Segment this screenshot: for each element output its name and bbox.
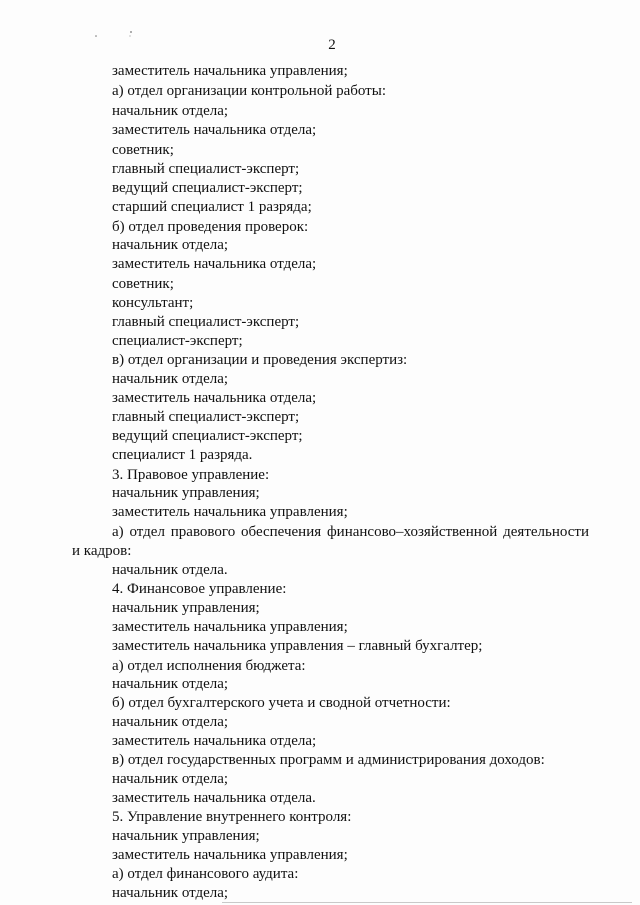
- text-line: а) отдел организации контрольной работы:: [112, 83, 386, 99]
- text-line: специалист 1 разряда.: [112, 447, 253, 463]
- text-line: начальник управления;: [112, 828, 260, 844]
- text-line: заместитель начальника отдела.: [112, 790, 316, 806]
- text-line: советник;: [112, 276, 174, 292]
- page-number: 2: [328, 37, 336, 53]
- text-line: а) отдел исполнения бюджета:: [112, 658, 306, 674]
- text-line: заместитель начальника управления;: [112, 504, 348, 520]
- text-line: б) отдел бухгалтерского учета и сводной отчетности:: [112, 695, 451, 711]
- text-line: б) отдел проведения проверок:: [112, 219, 309, 235]
- text-line: специалист-эксперт;: [112, 333, 243, 349]
- text-line: заместитель начальника управления – главный бухгалтер;: [112, 638, 483, 654]
- text-line: 3. Правовое управление:: [112, 467, 270, 483]
- text-line: заместитель начальника отдела;: [112, 256, 317, 272]
- text-line: заместитель начальника отдела;: [112, 390, 317, 406]
- text-line: начальник отдела;: [112, 714, 229, 730]
- text-line: начальник отдела.: [112, 562, 228, 578]
- text-line: старший специалист 1 разряда;: [112, 199, 312, 215]
- text-line: заместитель начальника отдела;: [112, 733, 317, 749]
- text-line: в) отдел государственных программ и администрирования доходов:: [112, 752, 545, 768]
- text-line: ведущий специалист-эксперт;: [112, 180, 303, 196]
- text-line: и кадров:: [72, 543, 132, 559]
- text-line: а) отдел правового обеспечения финансово–хозяйственной деятельности: [112, 524, 589, 540]
- text-line: начальник отдела;: [112, 676, 229, 692]
- text-line: заместитель начальника управления;: [112, 63, 348, 79]
- text-line: советник;: [112, 142, 174, 158]
- text-line: а) отдел финансового аудита:: [112, 866, 299, 882]
- text-line: консультант;: [112, 295, 194, 311]
- text-line: главный специалист-эксперт;: [112, 161, 300, 177]
- text-line: начальник управления;: [112, 600, 260, 616]
- text-line: главный специалист-эксперт;: [112, 409, 300, 425]
- scan-edge-line: [222, 902, 632, 903]
- text-line: ведущий специалист-эксперт;: [112, 428, 303, 444]
- text-line: начальник управления;: [112, 485, 260, 501]
- text-line: начальник отдела;: [112, 771, 229, 787]
- text-line: заместитель начальника управления;: [112, 619, 348, 635]
- text-line: начальник отдела;: [112, 885, 229, 901]
- text-line: 4. Финансовое управление:: [112, 581, 287, 597]
- text-line: начальник отдела;: [112, 103, 229, 119]
- text-line: начальник отдела;: [112, 371, 229, 387]
- text-line: начальник отдела;: [112, 237, 229, 253]
- text-line: заместитель начальника управления;: [112, 847, 348, 863]
- text-line: главный специалист-эксперт;: [112, 314, 300, 330]
- text-line: заместитель начальника отдела;: [112, 122, 317, 138]
- text-line: 5. Управление внутреннего контроля:: [112, 809, 352, 825]
- text-line: в) отдел организации и проведения экспертиз:: [112, 352, 408, 368]
